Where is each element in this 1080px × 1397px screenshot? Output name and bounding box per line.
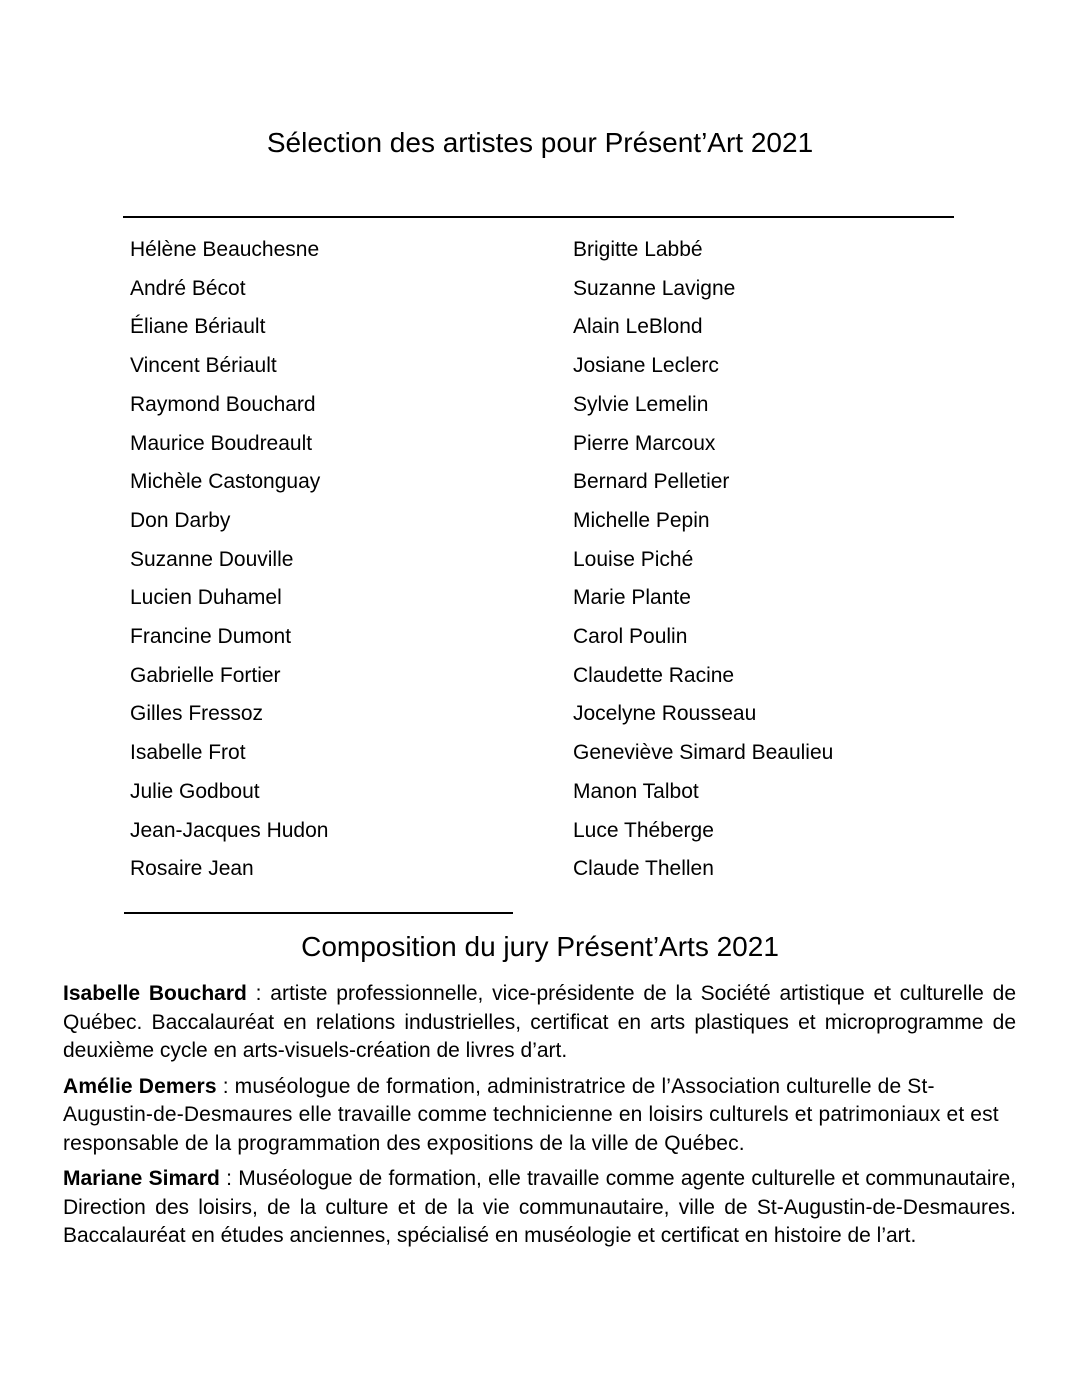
jury-separator: :: [216, 1074, 235, 1098]
jury-section: [63, 980, 1016, 1258]
divider-line-top: [123, 216, 954, 218]
artist-name: Michelle Pepin: [573, 508, 710, 532]
artist-name: Alain LeBlond: [573, 315, 703, 339]
section-title-jury: Composition du jury Présent’Arts 2021: [301, 931, 779, 962]
artist-name: Rosaire Jean: [130, 857, 254, 881]
jury-member-bio: artiste professionnelle, vice-présidente de la Société artistique et culturelle de Québec. Baccalauréat en relations industrielles, certificat en arts plastiques et microprogramme de deuxième cycle en arts-visuels-création de livres d’art.: [63, 982, 1016, 1062]
artist-name: Brigitte Labbé: [573, 238, 703, 261]
artist-name: Éliane Bériault: [130, 315, 266, 339]
artist-name: Louise Piché: [573, 547, 694, 571]
artist-name: Lucien Duhamel: [130, 586, 282, 610]
jury-paragraph: [63, 1073, 1016, 1159]
artist-name: Bernard Pelletier: [573, 470, 730, 494]
artist-name: Jean-Jacques Hudon: [130, 818, 329, 842]
artist-name: Jocelyne Rousseau: [573, 702, 757, 726]
document-title: Sélection des artistes pour Présent’Art 2021: [266, 127, 814, 158]
artist-name: Vincent Bériault: [130, 354, 277, 378]
jury-member-name: Mariane Simard: [63, 1167, 220, 1190]
artist-name: Raymond Bouchard: [130, 392, 316, 416]
jury-separator: :: [219, 1167, 239, 1190]
artist-name: Gilles Fressoz: [130, 702, 264, 726]
artist-name: Maurice Boudreault: [130, 431, 313, 455]
artist-name: Carol Poulin: [573, 625, 688, 649]
artist-name: Sylvie Lemelin: [573, 392, 709, 416]
jury-paragraph: [63, 980, 1016, 1066]
artist-name: Michèle Castonguay: [130, 470, 321, 494]
artist-name: Don Darby: [130, 508, 231, 532]
artist-name: Suzanne Douville: [130, 547, 294, 571]
jury-separator: :: [246, 982, 271, 1005]
artist-name: Geneviève Simard Beaulieu: [573, 741, 834, 765]
artist-name: Isabelle Frot: [130, 741, 246, 765]
artist-name: Gabrielle Fortier: [130, 663, 281, 687]
artist-name: Marie Plante: [573, 586, 691, 610]
jury-member-bio: Muséologue de formation, elle travaille comme agente culturelle et communautaire, Direction des loisirs, de la culture et de la vie communautaire, ville de St-Augustin-de-Desmaures. Baccalauréat en études anciennes, spécialisé en muséologie et certificat en histoire de l’art.: [63, 1167, 1016, 1247]
artist-name: Hélène Beauchesne: [130, 238, 320, 261]
artist-list-left-column: [130, 231, 328, 889]
jury-member-name: Isabelle Bouchard: [63, 982, 247, 1005]
artist-name: Josiane Leclerc: [573, 354, 719, 378]
artist-name: André Bécot: [130, 276, 246, 300]
jury-member-bio: muséologue de formation, administratrice de l’Association culturelle de St-Augustin-de-Desmaures elle travaille comme technicienne en loisirs culturels et patrimoniaux et est responsable de la programmation des expositions de la ville de Québec.: [63, 1074, 999, 1155]
artist-name: Julie Godbout: [130, 779, 260, 803]
jury-paragraph: [63, 1165, 1016, 1251]
artist-name: Manon Talbot: [573, 779, 699, 803]
divider-line-jury: [124, 912, 513, 914]
artist-name: Claude Thellen: [573, 857, 714, 881]
artist-name: Francine Dumont: [130, 625, 292, 649]
artist-name: Pierre Marcoux: [573, 431, 716, 455]
jury-member-name: Amélie Demers: [63, 1074, 217, 1098]
artist-name: Luce Théberge: [573, 818, 714, 842]
artist-name: Suzanne Lavigne: [573, 276, 736, 300]
artist-list-right-column: [573, 231, 833, 889]
artist-name: Claudette Racine: [573, 663, 735, 687]
